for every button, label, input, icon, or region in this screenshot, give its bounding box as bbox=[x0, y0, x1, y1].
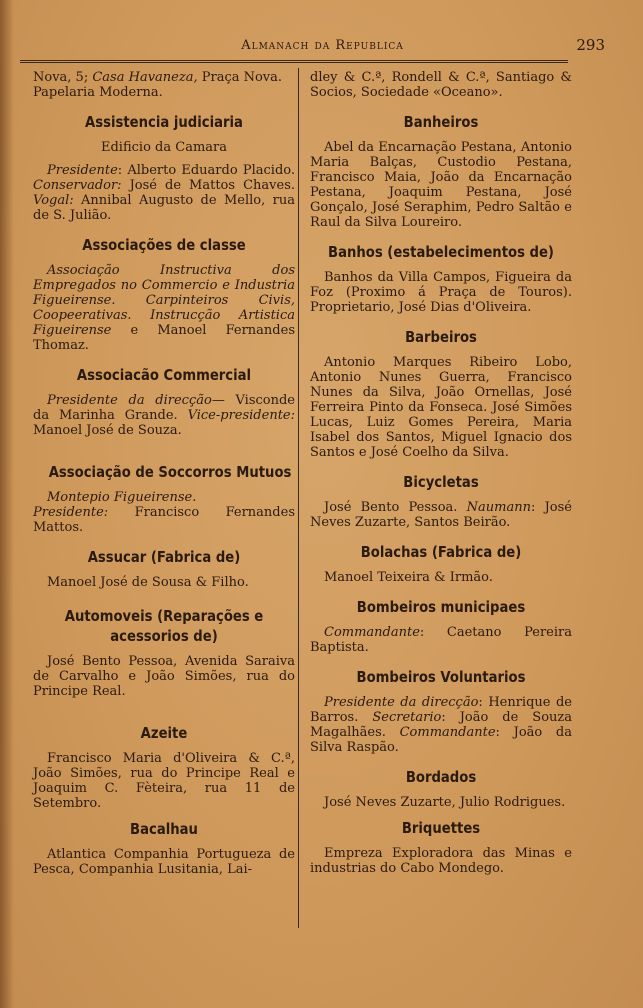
heading-azeite: Azeite bbox=[140, 724, 188, 742]
heading-associacao-commercial: Associacão Commercial bbox=[76, 366, 252, 384]
azeite-entry: Francisco Maria d'Oliveira & C.ª, João Simões, rua do Principe Real e Joaquim C. Fèteira, rua 11 de Setembro. bbox=[33, 751, 295, 811]
banhos-entry: Banhos da Villa Campos, Figueira da Foz (Proximo á Praça de Touros). Proprietario, José Dias d'Oliveira. bbox=[310, 270, 572, 315]
soccorros-entry: Montepio Figueirense. Presidente: Francisco Fernandes Mattos. bbox=[33, 490, 295, 535]
assistencia-place: Edificio da Camara bbox=[101, 140, 227, 155]
left-column bbox=[33, 70, 295, 877]
right-column bbox=[310, 70, 572, 876]
page-header bbox=[20, 38, 625, 60]
heading-assucar: Assucar (Fabrica de) bbox=[87, 548, 241, 566]
briquettes-entry: Empreza Exploradora das Minas e industrias do Cabo Mondego. bbox=[310, 846, 572, 876]
associacoes-entry: Associação Instructiva dos Empregados no Commercio e Industria Figueirense. Carpinteiros Civis, Coopeerativas. Instrucção Artistica Figueirense e Manoel Fernandes Thomaz. bbox=[33, 263, 295, 353]
heading-automoveis: Automoveis (Reparações e acessorios de) bbox=[64, 607, 264, 645]
heading-briquettes: Briquettes bbox=[401, 819, 481, 837]
bordados-entry: José Neves Zuzarte, Julio Rodrigues. bbox=[324, 795, 566, 810]
heading-bacalhau: Bacalhau bbox=[130, 820, 198, 838]
heading-bicycletas: Bicycletas bbox=[403, 473, 479, 491]
bombeiros-voluntarios-entry: Presidente da direcção: Henrique de Barros. Secretario: João de Souza Magalhães. Commandante: João da Silva Raspão. bbox=[310, 695, 573, 755]
heading-banheiros: Banheiros bbox=[403, 113, 479, 131]
heading-banhos: Banhos (estabelecimentos de) bbox=[328, 243, 554, 261]
heading-assistencia: Assistencia judiciaria bbox=[85, 113, 243, 131]
associacao-commercial-entry: Presidente da direcção— Visconde da Marinha Grande. Vice-presidente: Manoel José de Souza. bbox=[33, 393, 296, 438]
heading-associacoes: Associações de classe bbox=[82, 236, 246, 254]
barbeiros-entry: Antonio Marques Ribeiro Lobo, Antonio Nunes Guerra, Francisco Nunes da Silva, João Ornellas, José Ferreira Pinto da Fonseca. José Simões Lucas, Luiz Gomes Pereira, Maria Isabel dos Santos, Miguel Ignacio dos Santos e José Coelho da Silva. bbox=[310, 355, 572, 460]
assistencia-entry: Presidente: Alberto Eduardo Placido. Conservador: José de Mattos Chaves. Vogal: Annibal Augusto de Mello, rua de S. Julião. bbox=[33, 163, 295, 223]
banheiros-entry: Abel da Encarnação Pestana, Antonio Maria Balças, Custodio Pestana, Francisco Maia, João da Encarnação Pestana, Joaquim Pestana, José Gonçalo, José Seraphim, Pedro Saltão e Raul da Silva Loureiro. bbox=[310, 140, 572, 230]
bombeiros-municipaes-entry: Commandante: Caetano Pereira Baptista. bbox=[310, 625, 572, 655]
page-number: 293 bbox=[576, 36, 605, 54]
heading-barbeiros: Barbeiros bbox=[405, 328, 477, 346]
header-rule bbox=[20, 60, 568, 63]
automoveis-entry: José Bento Pessoa, Avenida Saraiva de Carvalho e João Simões, rua do Principe Real. bbox=[33, 654, 295, 699]
heading-bombeiros-municipaes: Bombeiros municipaes bbox=[356, 598, 526, 616]
assucar-entry: Manoel José de Sousa & Filho. bbox=[47, 575, 249, 590]
bolachas-entry: Manoel Teixeira & Irmão. bbox=[324, 570, 493, 585]
heading-bombeiros-voluntarios: Bombeiros Voluntarios bbox=[356, 668, 526, 686]
heading-bolachas: Bolachas (Fabrica de) bbox=[360, 543, 522, 561]
bicycletas-entry: José Bento Pessoa. Naumann: José Neves Zuzarte, Santos Beirão. bbox=[310, 500, 572, 530]
column-divider bbox=[298, 68, 299, 928]
bacalhau-entry: Atlantica Companhia Portugueza de Pesca, Companhia Lusitania, Lai- bbox=[33, 847, 295, 877]
intro-entry: Nova, 5; Casa Havaneza, Praça Nova. Papelaria Moderna. bbox=[33, 70, 283, 100]
continuation-entry: dley & C.ª, Rondell & C.ª, Santiago & Socios, Sociedade «Oceano». bbox=[310, 70, 572, 100]
running-title: Almanach da Republica bbox=[241, 38, 404, 53]
heading-bordados: Bordados bbox=[405, 768, 477, 786]
binding-shadow bbox=[0, 0, 14, 1008]
heading-soccorros: Associação de Soccorros Mutuos bbox=[48, 463, 292, 481]
